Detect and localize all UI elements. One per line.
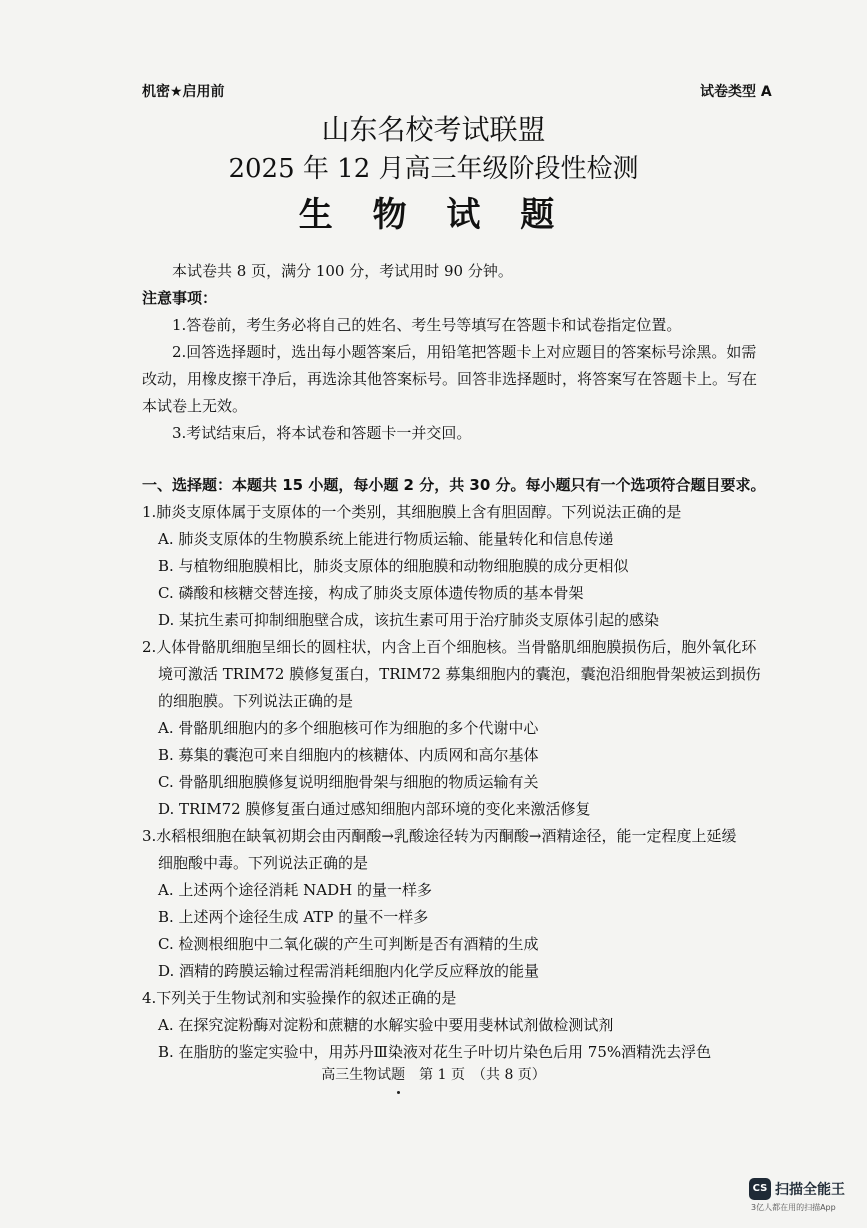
watermark-tagline: 3亿人都在用的扫描App xyxy=(751,1203,836,1212)
question-3-option-a: A. 上述两个途径消耗 NADH 的量一样多 xyxy=(158,881,432,899)
question-3-option-d: D. 酒精的跨膜运输过程需消耗细胞内化学反应释放的能量 xyxy=(158,962,540,980)
question-3-option-c: C. 检测根细胞中二氧化碳的产生可判断是否有酒精的生成 xyxy=(158,935,539,953)
question-4-option-b: B. 在脂肪的鉴定实验中，用苏丹Ⅲ染液对花生子叶切片染色后用 75%酒精洗去浮色 xyxy=(158,1043,712,1061)
subject-title: 生 物 试 题 xyxy=(298,195,569,235)
scan-dot xyxy=(397,1091,400,1094)
scanner-watermark xyxy=(749,1178,845,1213)
exam-org-title: 山东名校考试联盟 xyxy=(321,113,546,146)
question-3-stem-line-1: 3.水稻根细胞在缺氧初期会由丙酮酸→乳酸途径转为丙酮酸→酒精途径，能一定程度上延缓 xyxy=(142,827,737,845)
camscanner-logo-icon: CS xyxy=(749,1178,771,1200)
note-2-line-3: 本试卷上无效。 xyxy=(142,397,248,415)
confidential-label: 机密★启用前 xyxy=(142,84,225,100)
question-4-option-a: A. 在探究淀粉酶对淀粉和蔗糖的水解实验中要用斐林试剂做检测试剂 xyxy=(158,1016,614,1034)
exam-date-title: 2025 年 12 月高三年级阶段性检测 xyxy=(228,154,639,184)
question-1-stem: 1.肺炎支原体属于支原体的一个类别，其细胞膜上含有胆固醇。下列说法正确的是 xyxy=(142,503,682,521)
question-1-option-a: A. 肺炎支原体的生物膜系统上能进行物质运输、能量转化和信息传递 xyxy=(158,530,614,548)
question-2-option-c: C. 骨骼肌细胞膜修复说明细胞骨架与细胞的物质运输有关 xyxy=(158,773,539,791)
question-1-option-b: B. 与植物细胞膜相比，肺炎支原体的细胞膜和动物细胞膜的成分更相似 xyxy=(158,557,629,575)
section-heading: 一、选择题：本题共 15 小题，每小题 2 分，共 30 分。每小题只有一个选项符合题目要求。 xyxy=(142,476,766,494)
note-3: 3.考试结束后，将本试卷和答题卡一并交回。 xyxy=(172,424,472,442)
note-2-line-1: 2.回答选择题时，选出每小题答案后，用铅笔把答题卡上对应题目的答案标号涂黑。如需 xyxy=(172,343,757,361)
question-2-option-d: D. TRIM72 膜修复蛋白通过感知细胞内部环境的变化来激活修复 xyxy=(158,800,591,818)
question-2-option-a: A. 骨骼肌细胞内的多个细胞核可作为细胞的多个代谢中心 xyxy=(158,719,539,737)
question-2-stem-line-2: 境可激活 TRIM72 膜修复蛋白，TRIM72 募集细胞内的囊泡，囊泡沿细胞骨架被运到损伤 xyxy=(158,665,761,683)
notes-heading: 注意事项： xyxy=(142,289,218,307)
question-1-option-d: D. 某抗生素可抑制细胞壁合成，该抗生素可用于治疗肺炎支原体引起的感染 xyxy=(158,611,660,629)
watermark-name: 扫描全能王 xyxy=(775,1182,845,1198)
question-1-option-c: C. 磷酸和核糖交替连接，构成了肺炎支原体遗传物质的基本骨架 xyxy=(158,584,584,602)
paper-type-label: 试卷类型 A xyxy=(700,84,772,100)
question-2-option-b: B. 募集的囊泡可来自细胞内的核糖体、内质网和高尔基体 xyxy=(158,746,539,764)
note-2-line-2: 改动，用橡皮擦干净后，再选涂其他答案标号。回答非选择题时，将答案写在答题卡上。写在 xyxy=(142,370,758,388)
question-2-stem-line-3: 的细胞膜。下列说法正确的是 xyxy=(158,692,354,710)
question-2-stem-line-1: 2.人体骨骼肌细胞呈细长的圆柱状，内含上百个细胞核。当骨骼肌细胞膜损伤后，胞外氧化环 xyxy=(142,638,757,656)
exam-intro: 本试卷共 8 页，满分 100 分，考试用时 90 分钟。 xyxy=(172,262,513,280)
question-4-stem: 4.下列关于生物试剂和实验操作的叙述正确的是 xyxy=(142,989,457,1007)
page-footer: 高三生物试题 第 1 页 （共 8 页） xyxy=(321,1067,546,1083)
question-3-option-b: B. 上述两个途径生成 ATP 的量不一样多 xyxy=(158,908,429,926)
note-1: 1.答卷前，考生务必将自己的姓名、考生号等填写在答题卡和试卷指定位置。 xyxy=(172,316,682,334)
question-3-stem-line-2: 细胞酸中毒。下列说法正确的是 xyxy=(158,854,369,872)
